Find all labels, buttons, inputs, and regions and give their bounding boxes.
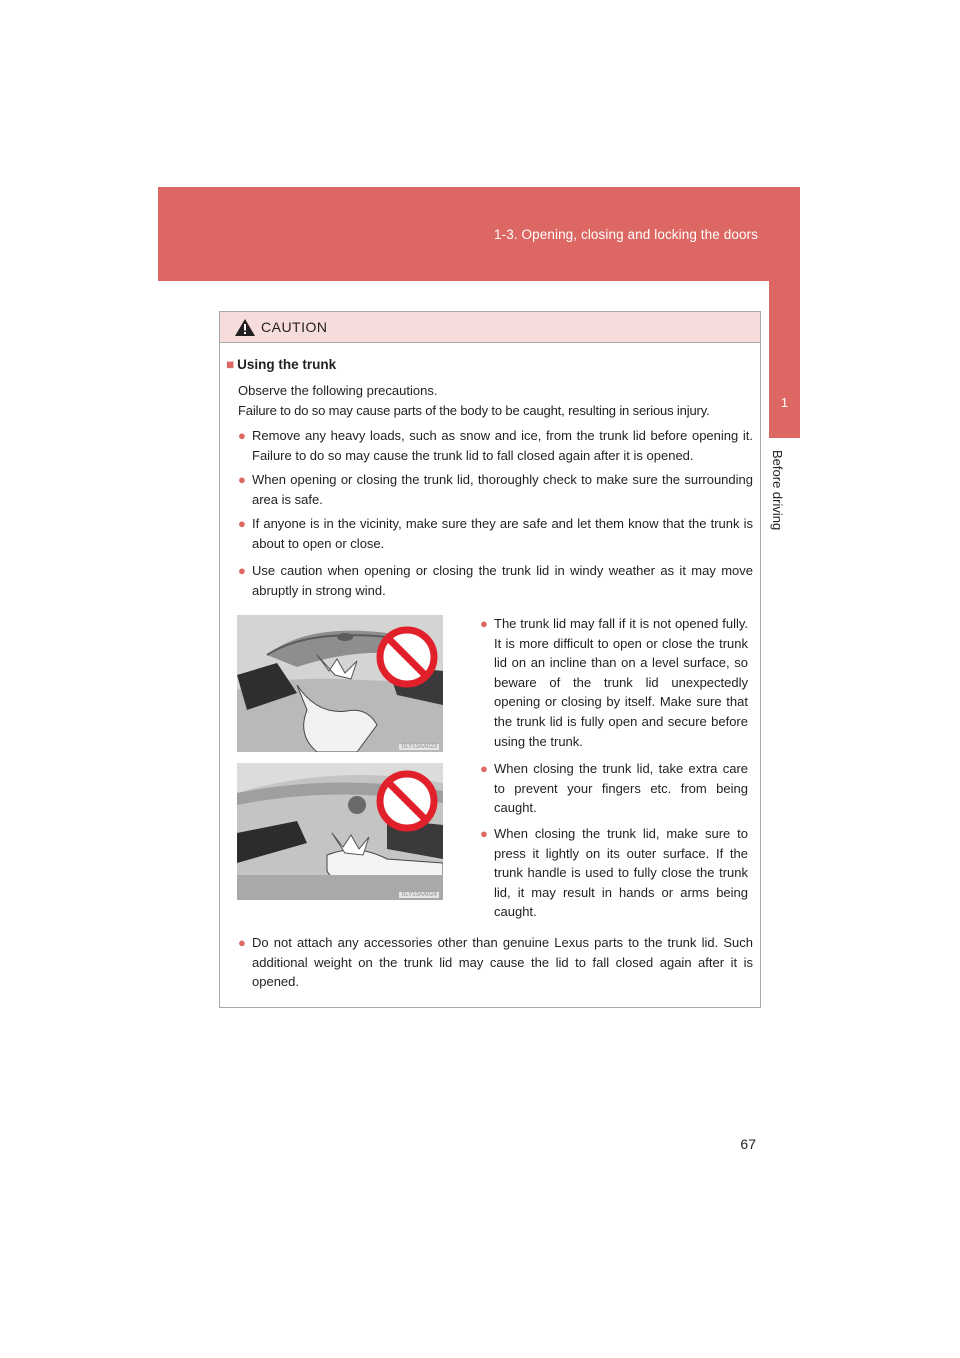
round-bullet-icon: ● (238, 935, 246, 950)
car-rear-closed-trunk-image (237, 763, 443, 900)
chapter-label-text: Before driving (770, 450, 785, 531)
round-bullet-icon: ● (480, 761, 488, 776)
round-bullet-icon: ● (480, 616, 488, 631)
bullet-item: ● Do not attach any accessories other than genuine Lexus parts to the trunk lid. Such additional weight on the trunk lid may cause the lid to fall closed again after it is opened. (238, 935, 753, 990)
intro-line-1: Observe the following precautions. (238, 383, 438, 398)
finger-caught-illustration (237, 763, 443, 900)
round-bullet-icon: ● (238, 428, 246, 443)
chapter-side-tab (769, 281, 800, 438)
caution-title: CAUTION (261, 319, 328, 335)
bullet-item: ● Use caution when opening or closing the trunk lid in windy weather as it may move abruptly in strong wind. (238, 563, 753, 598)
header-section-title: 1-3. Opening, closing and locking the doors (494, 227, 758, 242)
caution-header (220, 312, 760, 343)
bullet-item: ● When closing the trunk lid, take extra care to prevent your fingers etc. from being caught. (480, 761, 748, 816)
bullet-item: ● When opening or closing the trunk lid, thoroughly check to make sure the surrounding area is safe. (238, 472, 753, 507)
bullet-item: ● The trunk lid may fall if it is not opened fully. It is more difficult to open or close the trunk lid on an incline than on a level surface, so beware of the trunk lid unexpectedly opening or closing by itself. Make sure that the trunk lid is fully open and secure before using the trunk. (480, 616, 748, 749)
chapter-header-bar (158, 187, 800, 281)
square-bullet-icon: ■ (226, 357, 235, 372)
bullet-item: ● If anyone is in the vicinity, make sure they are safe and let them know that the trunk is about to open or close. (238, 516, 753, 551)
round-bullet-icon: ● (238, 472, 246, 487)
chapter-side-label (770, 450, 793, 560)
section-heading (226, 357, 336, 372)
figure-code: SLY13AA024 (401, 892, 437, 898)
round-bullet-icon: ● (238, 516, 246, 531)
page-number: 67 (740, 1136, 756, 1152)
round-bullet-icon: ● (238, 563, 246, 578)
trunk-lid-falling-illustration (237, 615, 443, 752)
car-rear-open-trunk-image (237, 615, 443, 752)
intro-line-2: Failure to do so may cause parts of the body to be caught, resulting in serious injury. (238, 403, 710, 418)
bullet-item: ● Remove any heavy loads, such as snow and ice, from the trunk lid before opening it. Failure to do so may cause the trunk lid to fall closed again after it is opened. (238, 428, 753, 463)
warning-triangle-icon (235, 319, 255, 336)
caution-box (219, 311, 761, 1008)
chapter-number: 1 (780, 395, 789, 410)
section-heading-text: Using the trunk (237, 357, 337, 372)
round-bullet-icon: ● (480, 826, 488, 841)
bullet-item: ● When closing the trunk lid, make sure to press it lightly on its outer surface. If the trunk handle is used to fully close the trunk lid, it may result in hands or arms being caught. (480, 826, 748, 920)
figure-code: SLY13AA023 (401, 744, 437, 750)
